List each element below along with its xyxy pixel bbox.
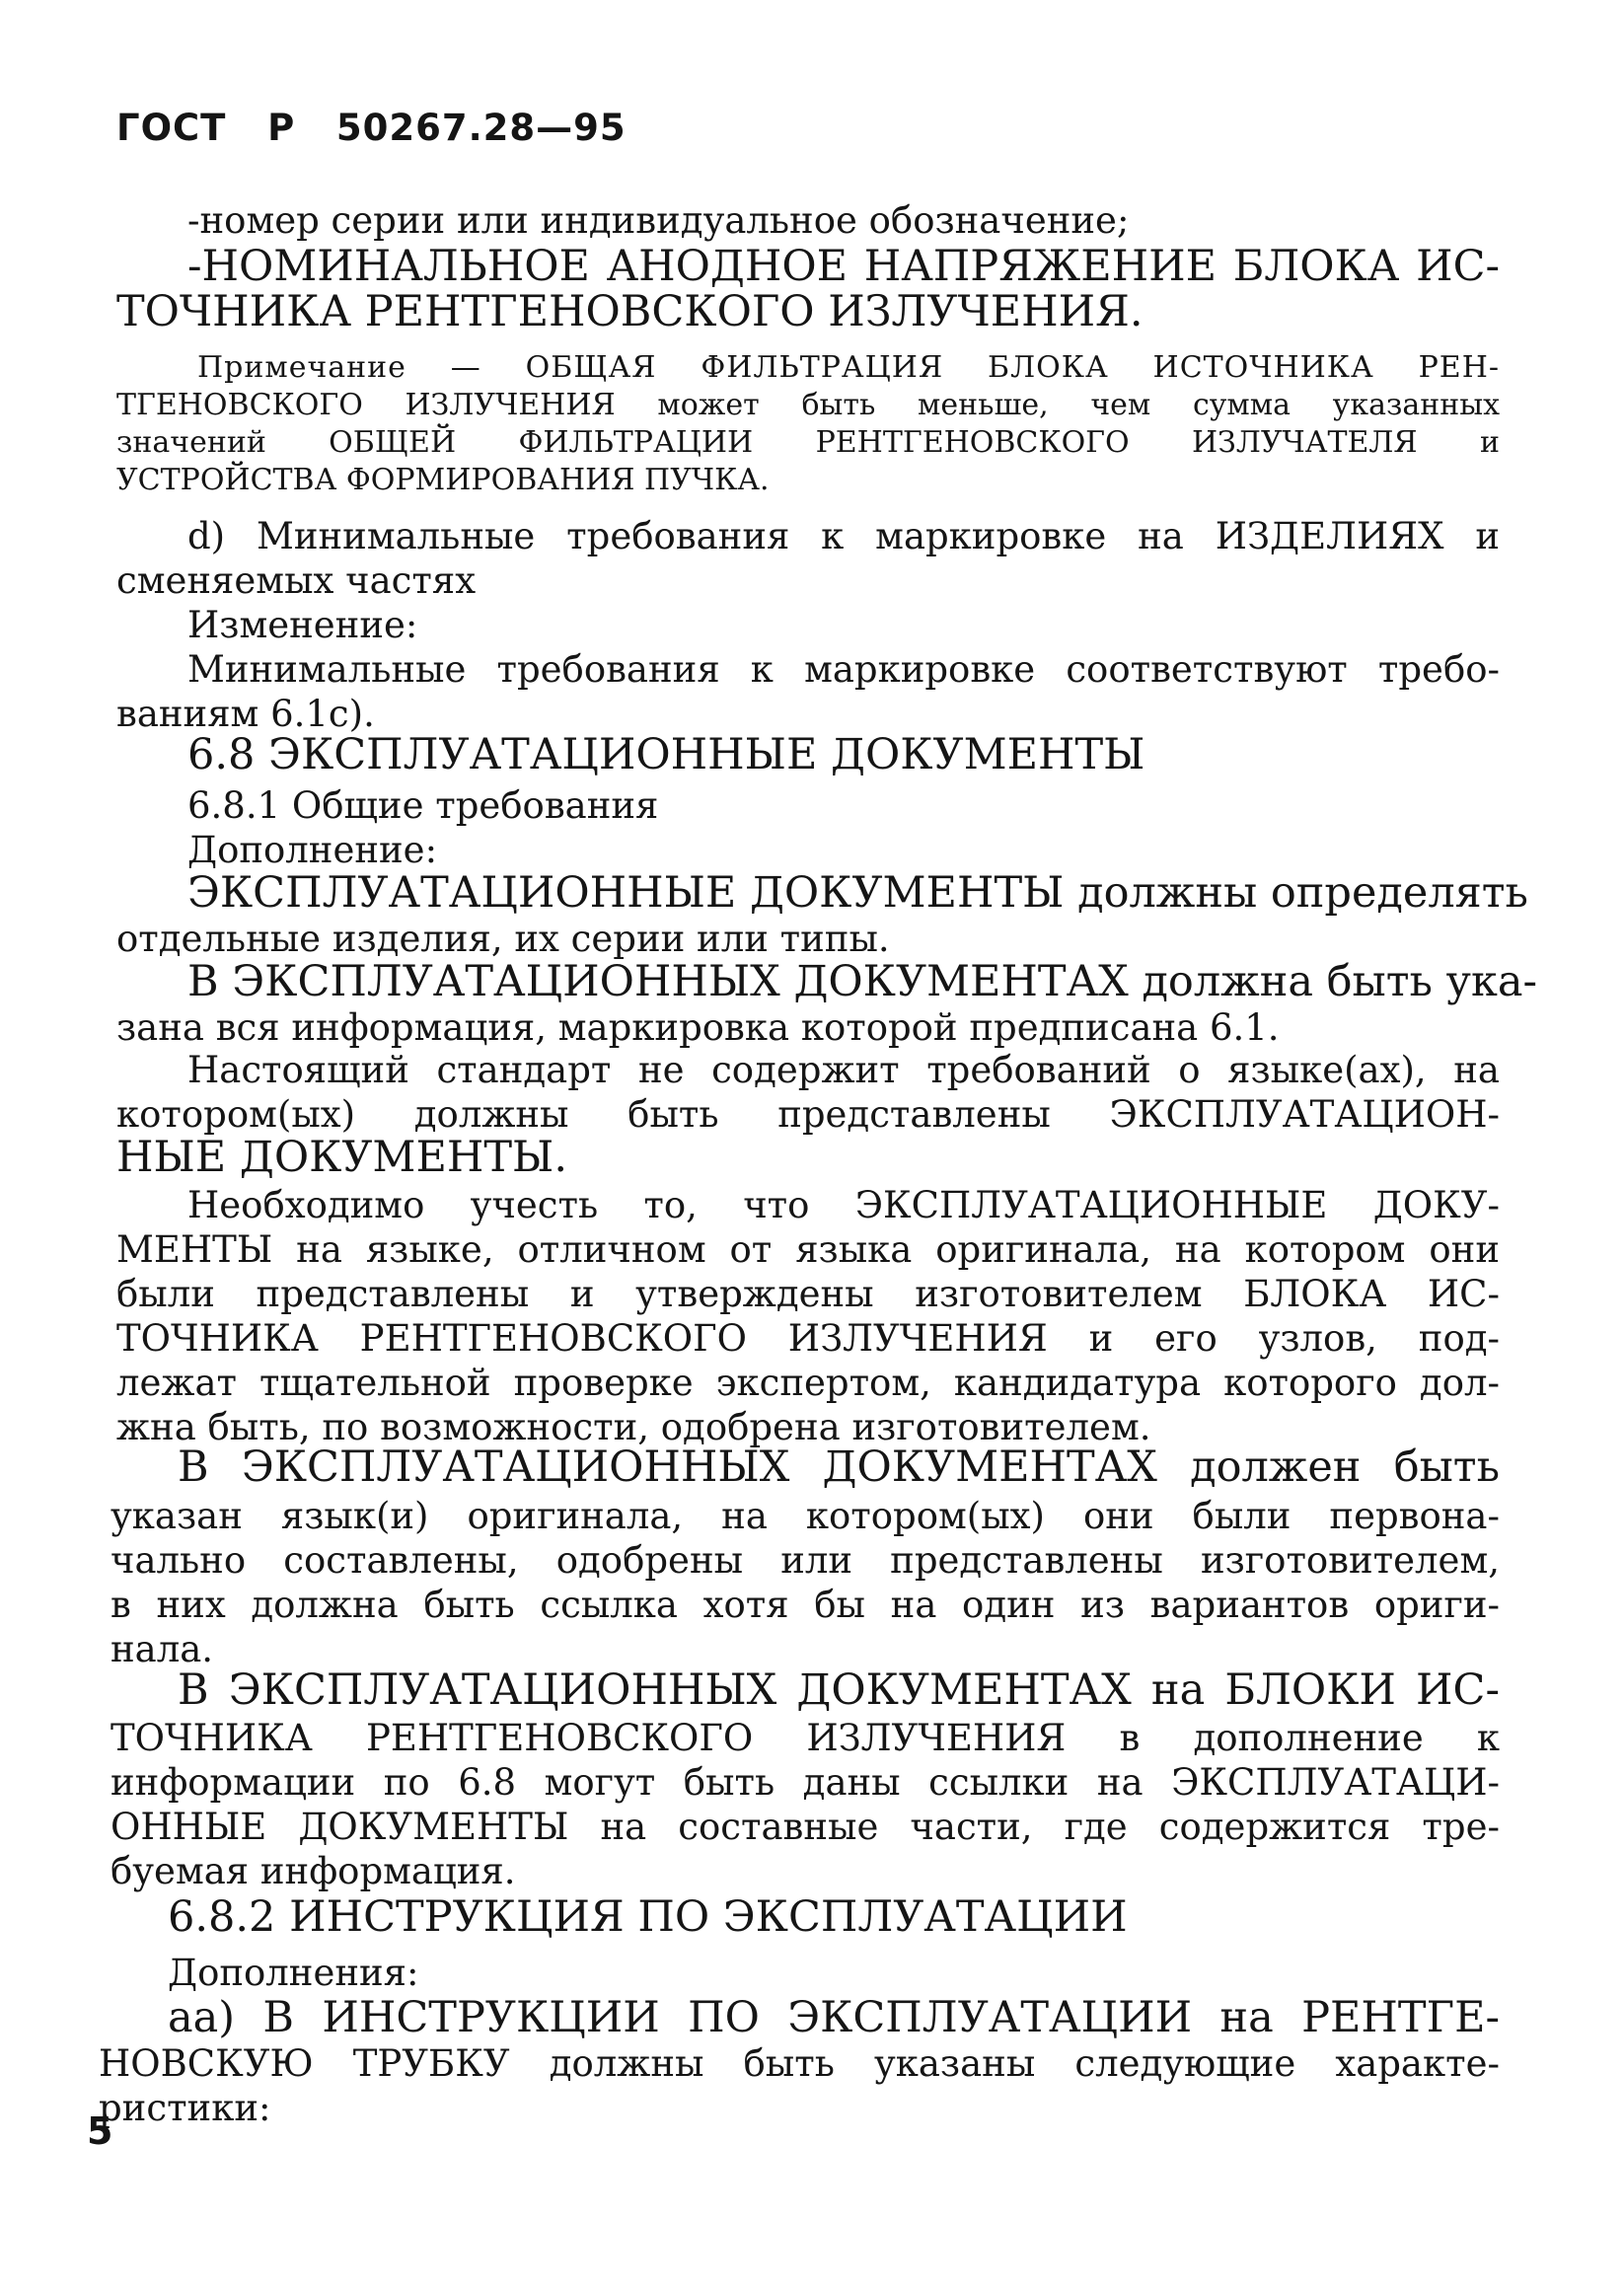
text-line: ваниям 6.1с). xyxy=(116,693,375,735)
text-line: -НОМИНАЛЬНОЕ АНОДНОЕ НАПРЯЖЕНИЕ БЛОКА ИС- xyxy=(187,242,1500,291)
text-line: НЫЕ ДОКУМЕНТЫ. xyxy=(116,1133,568,1182)
note-line: значений ОБЩЕЙ ФИЛЬТРАЦИИ РЕНТГЕНОВСКОГО ИЗЛУЧАТЕЛЯ и xyxy=(116,425,1500,460)
text-line: В ЭКСПЛУАТАЦИОННЫХ ДОКУМЕНТАХ на БЛОКИ ИС- xyxy=(178,1665,1500,1715)
text-line: информации по 6.8 могут быть даны ссылки на ЭКСПЛУАТАЦИ- xyxy=(111,1761,1500,1804)
subsection-heading: 6.8.1 Общие требования xyxy=(187,784,659,827)
text-line: отдельные изделия, их серии или типы. xyxy=(116,918,890,960)
text-line: МЕНТЫ на языке, отличном от языка оригинала, на котором они xyxy=(116,1228,1500,1271)
text-line: указан язык(и) оригинала, на котором(ых) они были первона- xyxy=(111,1495,1500,1537)
note-line: Примечание — ОБЩАЯ ФИЛЬТРАЦИЯ БЛОКА ИСТОЧНИКА РЕН- xyxy=(197,350,1500,385)
text-line: жна быть, по возможности, одобрена изготовителем. xyxy=(116,1406,1151,1448)
section-heading: 6.8.2 ИНСТРУКЦИЯ ПО ЭКСПЛУАТАЦИИ xyxy=(168,1892,1128,1942)
text-line: сменяемых частях xyxy=(116,559,477,602)
text-line: В ЭКСПЛУАТАЦИОННЫХ ДОКУМЕНТАХ должна быть ука- xyxy=(187,957,1537,1006)
text-line: -номер серии или индивидуальное обозначение; xyxy=(187,199,1130,242)
page-number: 5 xyxy=(87,2109,113,2153)
text-line: ристики: xyxy=(99,2087,271,2129)
text-line: Минимальные требования к маркировке соответствуют требо- xyxy=(187,648,1500,691)
text-line: d) Минимальные требования к маркировке на ИЗДЕЛИЯХ и xyxy=(187,515,1500,557)
text-line: Необходимо учесть то, что ЭКСПЛУАТАЦИОННЫЕ ДОКУ- xyxy=(187,1184,1500,1226)
note-line: ТГЕНОВСКОГО ИЗЛУЧЕНИЯ может быть меньше, чем сумма указанных xyxy=(116,388,1500,422)
text-line: были представлены и утверждены изготовителем БЛОКА ИС- xyxy=(116,1273,1500,1315)
text-line: ОННЫЕ ДОКУМЕНТЫ на составные части, где содержится тре- xyxy=(111,1806,1500,1848)
text-line: чально составлены, одобрены или представлены изготовителем, xyxy=(111,1539,1500,1582)
text-line: зана вся информация, маркировка которой предписана 6.1. xyxy=(116,1006,1280,1049)
text-line: в них должна быть ссылка хотя бы на один из вариантов ориги- xyxy=(111,1584,1500,1626)
section-heading: 6.8 ЭКСПЛУАТАЦИОННЫЕ ДОКУМЕНТЫ xyxy=(187,730,1145,779)
text-line: Дополнение: xyxy=(187,829,438,871)
header-gost: ГОСТ xyxy=(116,107,227,149)
text-line: НОВСКУЮ ТРУБКУ должны быть указаны следующие характе- xyxy=(99,2042,1500,2085)
text-line: нала. xyxy=(111,1628,214,1670)
text-line: буемая информация. xyxy=(111,1850,516,1892)
text-line: Настоящий стандарт не содержит требований о языке(ах), на xyxy=(187,1049,1500,1091)
header-number: 50267.28—95 xyxy=(335,107,627,149)
text-line: лежат тщательной проверке экспертом, кандидатура которого дол- xyxy=(116,1362,1500,1404)
text-line: ТОЧНИКА РЕНТГЕНОВСКОГО ИЗЛУЧЕНИЯ и его узлов, под- xyxy=(116,1317,1500,1360)
document-header xyxy=(116,107,627,149)
note-line: УСТРОЙСТВА ФОРМИРОВАНИЯ ПУЧКА. xyxy=(116,463,770,497)
text-line: Дополнения: xyxy=(168,1952,419,1994)
text-line: В ЭКСПЛУАТАЦИОННЫХ ДОКУМЕНТАХ должен быть xyxy=(178,1442,1500,1492)
text-line: Изменение: xyxy=(187,604,418,646)
text-line: ТОЧНИКА РЕНТГЕНОВСКОГО ИЗЛУЧЕНИЯ. xyxy=(116,287,1144,336)
text-line: ТОЧНИКА РЕНТГЕНОВСКОГО ИЗЛУЧЕНИЯ в дополнение к xyxy=(111,1717,1500,1759)
header-r: Р xyxy=(267,107,296,149)
text-line: ЭКСПЛУАТАЦИОННЫЕ ДОКУМЕНТЫ должны определять xyxy=(187,868,1528,918)
text-line: аа) В ИНСТРУКЦИИ ПО ЭКСПЛУАТАЦИИ на РЕНТГЕ- xyxy=(168,1993,1500,2042)
text-line: котором(ых) должны быть представлены ЭКСПЛУАТАЦИОН- xyxy=(116,1093,1500,1136)
